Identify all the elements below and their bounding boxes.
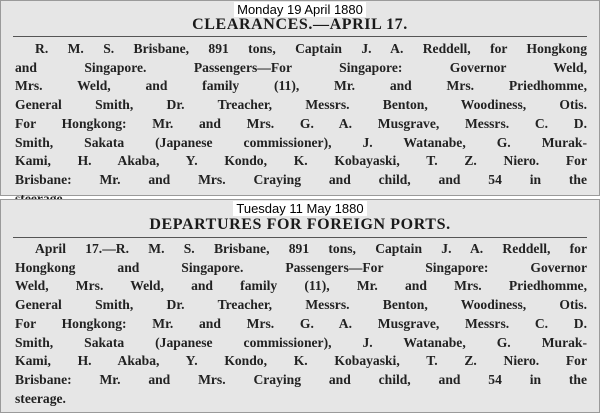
clipping-body (15, 40, 587, 208)
clipping-date-label: Monday 19 April 1880 (1, 2, 599, 17)
text-line: Hongkong and Singapore. Passengers—For Singapore: Governor (15, 259, 587, 275)
text-line: Kami, H. Akaba, Y. Kondo, K. Kobayaski, T. Z. Niero. For (15, 153, 587, 169)
clipping-heading: DEPARTURES FOR FOREIGN PORTS. (149, 216, 451, 233)
text-line: Brisbane: Mr. and Mrs. Craying and child, and 54 in the (15, 171, 587, 187)
heading-rule (13, 36, 587, 37)
text-line: Smith, Sakata (Japanese commissioner), J. Watanabe, G. Murak- (15, 334, 587, 350)
text-line: For Hongkong: Mr. and Mrs. G. A. Musgrave, Messrs. C. D. (15, 315, 587, 331)
text-line: and Singapore. Passengers—For Singapore: Governor Weld, (15, 59, 587, 75)
text-line: Mrs. Weld, and family (11), Mr. and Mrs. Priedhomme, (15, 78, 587, 94)
clipping-heading: CLEARANCES.—APRIL 17. (192, 16, 408, 33)
text-line: steerage. (15, 390, 66, 406)
text-line: Weld, Mrs. Weld, and family (11), Mr. and Mrs. Priedhomme, (15, 278, 587, 294)
heading-rule (13, 237, 587, 238)
text-line: General Smith, Dr. Treacher, Messrs. Benton, Woodiness, Otis. (15, 97, 587, 113)
clipping-date-label: Tuesday 11 May 1880 (1, 201, 599, 216)
text-line: R. M. S. Brisbane, 891 tons, Captain J. A. Reddell, for Hongkong (35, 41, 587, 56)
text-line: Smith, Sakata (Japanese commissioner), J. Watanabe, G. Murak- (15, 134, 587, 150)
text-line: General Smith, Dr. Treacher, Messrs. Benton, Woodiness, Otis. (15, 297, 587, 313)
text-line: Brisbane: Mr. and Mrs. Craying and child, and 54 in the (15, 371, 587, 387)
newspaper-clipping-departures (0, 199, 600, 413)
text-line: April 17.—R. M. S. Brisbane, 891 tons, Captain J. A. Reddell, for (35, 241, 587, 256)
newspaper-clipping-clearances (0, 0, 600, 196)
text-line: Kami, H. Akaba, Y. Kondo, K. Kobayaski, T. Z. Niero. For (15, 353, 587, 369)
clipping-body (15, 240, 587, 408)
text-line: For Hongkong: Mr. and Mrs. G. A. Musgrave, Messrs. C. D. (15, 115, 587, 131)
